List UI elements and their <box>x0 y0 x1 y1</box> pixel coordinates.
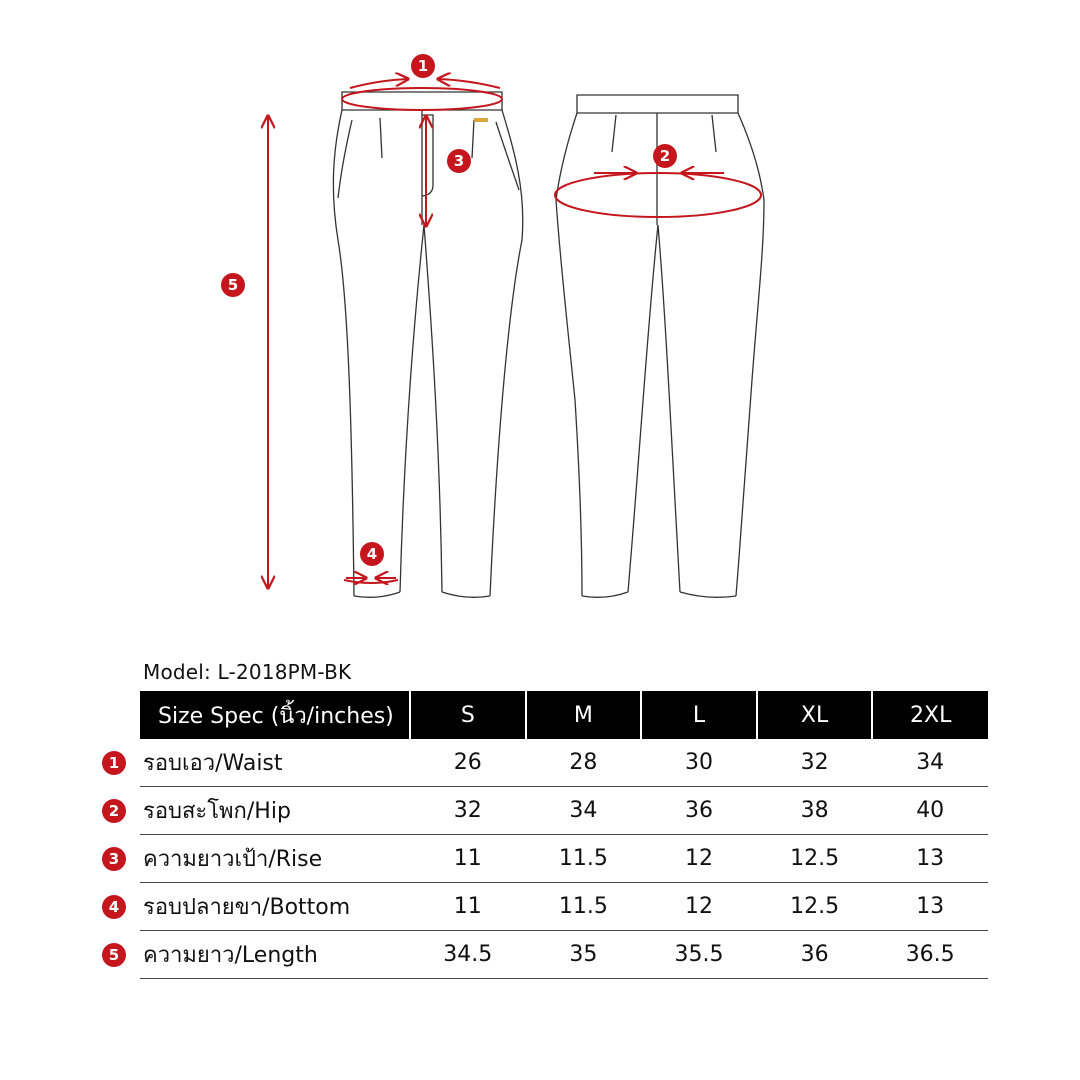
table-cell: 26 <box>410 739 526 787</box>
table-cell: 32 <box>757 739 873 787</box>
table-row <box>140 787 988 835</box>
table-cell: 28 <box>526 739 642 787</box>
row-label-waist <box>108 739 410 787</box>
table-cell: 12 <box>641 835 757 883</box>
front-view-pants <box>333 92 522 597</box>
table-cell: 11.5 <box>526 835 642 883</box>
row-label-text: รอบสะโพก/Hip <box>143 799 291 824</box>
diagram-badge-3 <box>447 149 471 173</box>
size-spec-table <box>108 691 988 979</box>
svg-text:5: 5 <box>227 276 239 294</box>
row-label-bottom <box>108 883 410 931</box>
table-cell: 12.5 <box>757 883 873 931</box>
waist-tag <box>474 118 488 122</box>
svg-text:2: 2 <box>659 147 671 165</box>
table-cell: 36 <box>757 931 873 979</box>
hip-measure-line <box>555 173 761 217</box>
row-label-text: รอบเอว/Waist <box>143 751 283 776</box>
table-cell: 34 <box>872 739 988 787</box>
table-cell: 12.5 <box>757 835 873 883</box>
row-label-text: ความยาว/Length <box>143 943 318 968</box>
table-cell: 12 <box>641 883 757 931</box>
row-label-text: ความยาวเป้า/Rise <box>143 847 323 872</box>
table-cell: 38 <box>757 787 873 835</box>
table-cell: 11 <box>410 883 526 931</box>
bottom-measure-line <box>344 580 398 583</box>
row-label-hip <box>108 787 410 835</box>
table-cell: 36.5 <box>872 931 988 979</box>
diagram-badge-1 <box>411 54 435 78</box>
table-cell: 13 <box>872 835 988 883</box>
diagram-badge-5 <box>221 273 245 297</box>
svg-text:3: 3 <box>453 152 465 170</box>
row-label-length <box>108 931 410 979</box>
table-row <box>140 931 988 979</box>
row-badge: 2 <box>102 799 126 823</box>
table-cell: 34.5 <box>410 931 526 979</box>
table-row <box>140 835 988 883</box>
table-cell: 40 <box>872 787 988 835</box>
row-label-text: รอบปลายขา/Bottom <box>143 895 351 920</box>
waist-measure-line <box>342 88 502 110</box>
table-cell: 11.5 <box>526 883 642 931</box>
header-size-spec: Size Spec (นิ้ว/inches) <box>140 691 410 739</box>
table-row <box>140 739 988 787</box>
table-row <box>140 883 988 931</box>
header-size-l: L <box>641 691 757 739</box>
header-size-s: S <box>410 691 526 739</box>
table-cell: 36 <box>641 787 757 835</box>
header-size-xl: XL <box>757 691 873 739</box>
diagram-badge-2 <box>653 144 677 168</box>
table-cell: 11 <box>410 835 526 883</box>
table-header-row <box>140 691 988 739</box>
row-badge: 4 <box>102 895 126 919</box>
table-cell: 13 <box>872 883 988 931</box>
table-cell: 32 <box>410 787 526 835</box>
header-size-2xl: 2XL <box>872 691 988 739</box>
row-badge: 1 <box>102 751 126 775</box>
svg-text:4: 4 <box>366 545 378 563</box>
model-code: Model: L-2018PM-BK <box>143 660 352 684</box>
table-cell: 30 <box>641 739 757 787</box>
header-size-m: M <box>526 691 642 739</box>
row-badge: 5 <box>102 943 126 967</box>
table-cell: 35.5 <box>641 931 757 979</box>
table-cell: 34 <box>526 787 642 835</box>
row-badge: 3 <box>102 847 126 871</box>
back-view-pants <box>556 95 764 597</box>
table-cell: 35 <box>526 931 642 979</box>
diagram-badge-4 <box>360 542 384 566</box>
row-label-rise <box>108 835 410 883</box>
svg-text:1: 1 <box>417 57 429 75</box>
